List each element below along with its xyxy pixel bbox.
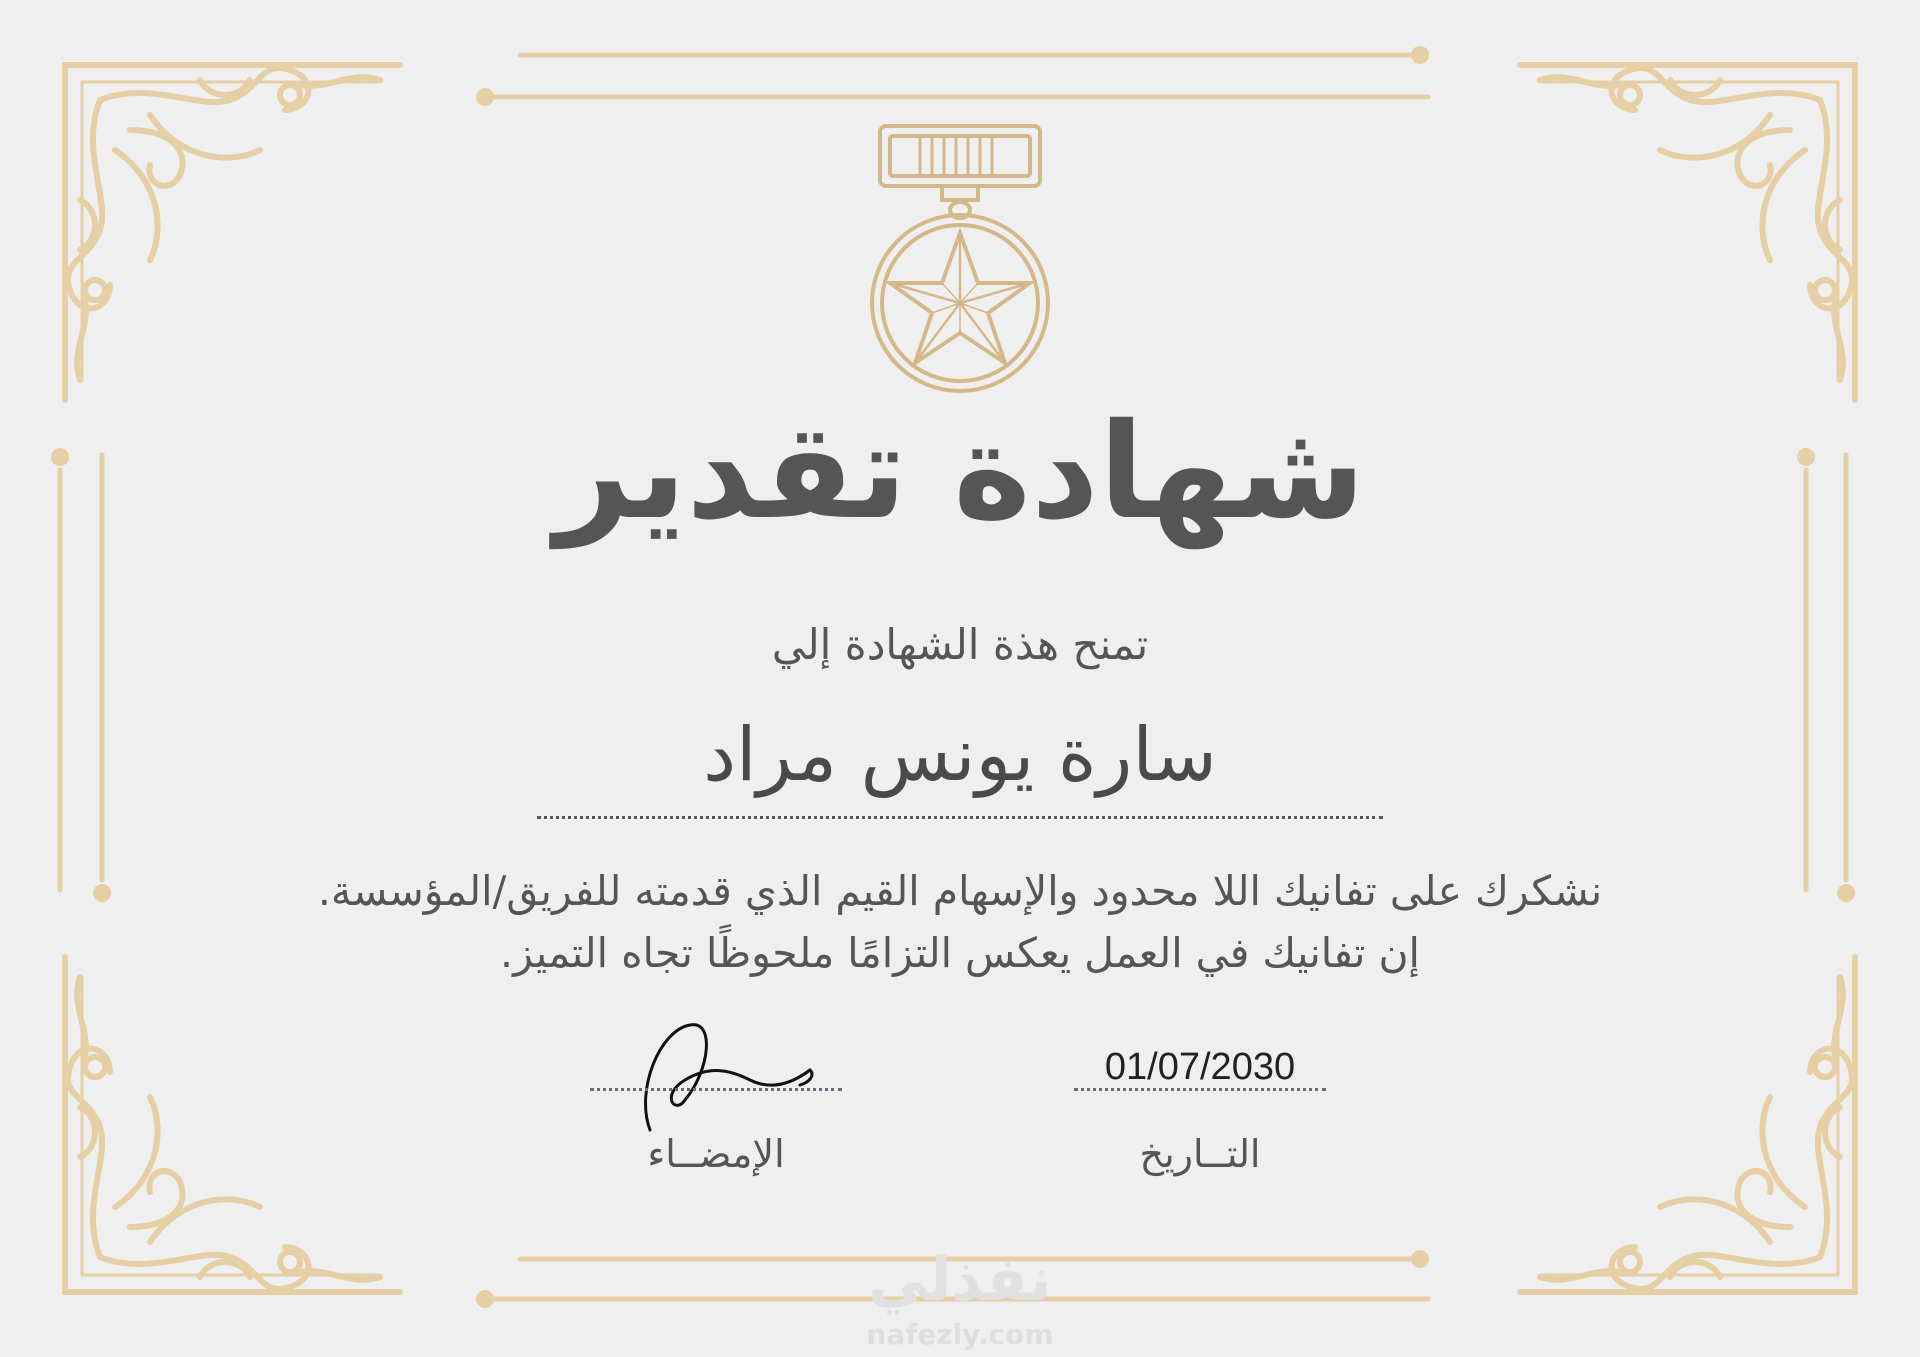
date-value: 01/07/2030 bbox=[1104, 1046, 1296, 1088]
certificate-subtitle: تمنح هذة الشهادة إلي bbox=[771, 620, 1149, 669]
body-text bbox=[150, 860, 1770, 984]
signature-label: الإمضــاء bbox=[647, 1132, 785, 1176]
date-line bbox=[1074, 1088, 1326, 1091]
signature-scribble bbox=[630, 1010, 830, 1140]
medal-star-icon bbox=[860, 118, 1060, 398]
recipient-name: سارة يونس مراد bbox=[703, 712, 1217, 798]
watermark-logo-arabic: نفذلي bbox=[868, 1245, 1052, 1315]
signature-line bbox=[590, 1088, 842, 1091]
date-label: التــاريخ bbox=[1139, 1132, 1261, 1176]
certificate-title: شهادة تقدير bbox=[554, 395, 1366, 549]
watermark-url: nafezly.com bbox=[866, 1318, 1054, 1351]
name-underline bbox=[537, 816, 1383, 819]
body-line-2: إن تفانيك في العمل يعكس التزامًا ملحوظًا تجاه التميز. bbox=[500, 929, 1420, 977]
body-line-1: نشكرك على تفانيك اللا محدود والإسهام القيم الذي قدمته للفريق/المؤسسة. bbox=[317, 867, 1603, 915]
